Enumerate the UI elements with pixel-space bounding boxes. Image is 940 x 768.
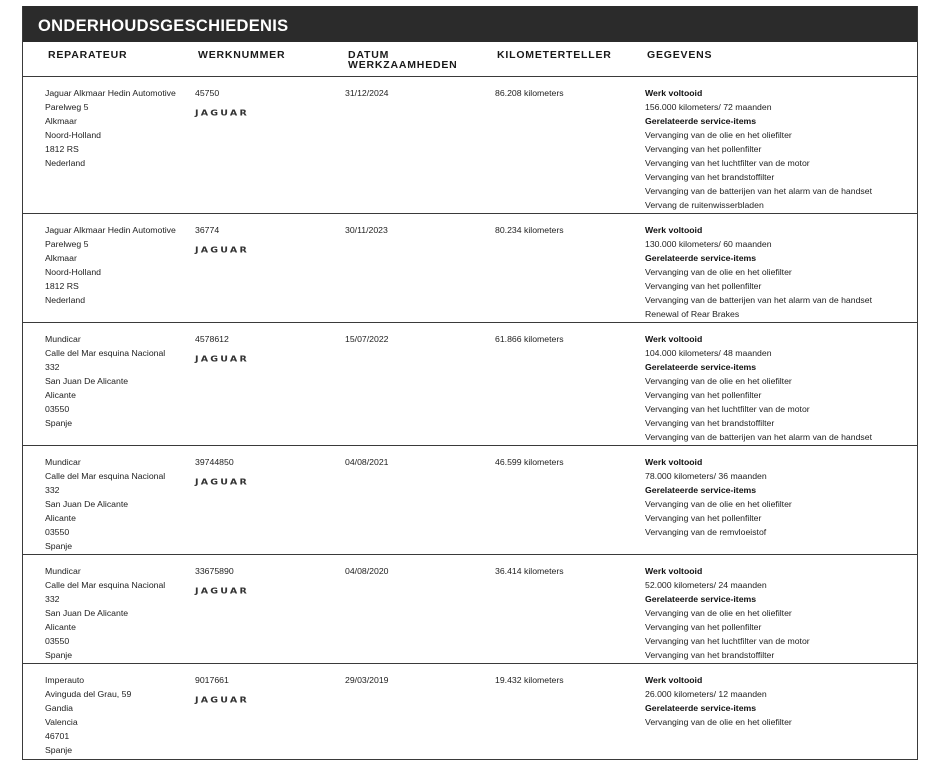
service-item: Vervanging van het brandstoffilter [645,650,775,660]
work-number: 36774 [195,225,220,235]
column-header-reparateur: REPARATEUR [48,49,128,61]
service-item: Vervanging van de olie en het oliefilter [645,608,792,618]
service-date: 29/03/2019 [345,675,389,685]
records-table [23,77,917,760]
service-item: Vervanging van het pollenfilter [645,281,762,291]
odometer-cell [495,564,564,578]
odometer-cell [495,673,564,687]
repairer-address-line: Parelweg 5 [45,102,89,112]
repairer-address-line: Nederland [45,158,86,168]
repairer-cell [45,564,165,662]
details-cell [645,332,872,444]
repairer-address-line: Parelweg 5 [45,239,89,249]
service-item: Vervanging van het brandstoffilter [645,418,775,428]
service-items-header: Gerelateerde service-items [645,116,757,126]
service-items-header: Gerelateerde service-items [645,594,757,604]
work-number-cell [195,86,249,121]
repairer-address-line: Alkmaar [45,116,77,126]
repairer-address-line: 1812 RS [45,281,79,291]
odometer-reading: 46.599 kilometers [495,457,564,467]
table-row [23,664,917,760]
repairer-address-line: San Juan De Alicante [45,376,129,386]
repairer-address-line: Spanje [45,650,73,660]
repairer-address-line: 03550 [45,636,70,646]
details-cell [645,223,872,321]
repairer-address-line: 46701 [45,731,70,741]
work-number: 39744850 [195,457,234,467]
service-items-header: Gerelateerde service-items [645,253,757,263]
page-title: ONDERHOUDSGESCHIEDENIS [23,6,917,42]
odometer-reading: 36.414 kilometers [495,566,564,576]
service-date: 04/08/2020 [345,566,389,576]
jaguar-logo: JAGUAR [195,477,249,488]
work-number: 4578612 [195,334,229,344]
table-row [23,77,917,214]
date-cell [345,673,388,687]
odometer-cell [495,455,564,469]
repairer-address-line: 332 [45,594,60,604]
column-header-datum-line1: DATUM [348,49,390,61]
repairer-address-line: 332 [45,485,60,495]
jaguar-logo: JAGUAR [195,108,249,119]
repairer-address-line: Jaguar Alkmaar Hedin Automotive [45,88,176,98]
column-header-werknummer: WERKNUMMER [198,49,286,61]
repairer-address-line: Spanje [45,541,73,551]
details-cell [645,564,810,662]
repairer-address-line: 1812 RS [45,144,79,154]
service-item: Vervanging van het pollenfilter [645,513,762,523]
service-interval: 78.000 kilometers/ 36 maanden [645,471,767,481]
service-item: Vervanging van het luchtfilter van de motor [645,404,810,414]
service-item: Vervanging van het luchtfilter van de motor [645,158,810,168]
table-row [23,555,917,664]
service-items-header: Gerelateerde service-items [645,362,757,372]
odometer-cell [495,86,564,100]
repairer-address-line: Alicante [45,390,76,400]
service-item: Vervanging van het brandstoffilter [645,172,775,182]
work-number-cell [195,223,249,258]
work-number: 45750 [195,88,220,98]
details-cell [645,86,872,212]
date-cell [345,564,388,578]
repairer-cell [45,223,176,307]
repairer-address-line: Alicante [45,513,76,523]
service-item: Vervanging van de olie en het oliefilter [645,499,792,509]
service-item: Renewal of Rear Brakes [645,309,740,319]
repairer-address-line: Calle del Mar esquina Nacional [45,348,166,358]
repairer-address-line: Mundicar [45,566,81,576]
date-cell [345,332,388,346]
repairer-cell [45,455,165,553]
repairer-address-line: Imperauto [45,675,85,685]
service-item: Vervanging van de olie en het oliefilter [645,130,792,140]
odometer-cell [495,332,564,346]
work-status: Werk voltooid [645,88,703,98]
repairer-cell [45,673,131,757]
service-item: Vervanging van de olie en het oliefilter [645,717,792,727]
column-header-kilometerteller: KILOMETERTELLER [497,49,612,61]
odometer-reading: 61.866 kilometers [495,334,564,344]
repairer-address-line: Calle del Mar esquina Nacional [45,471,166,481]
jaguar-logo: JAGUAR [195,354,249,365]
service-date: 30/11/2023 [345,225,388,235]
work-number-cell [195,673,249,708]
table-row [23,446,917,555]
work-status: Werk voltooid [645,675,703,685]
service-interval: 52.000 kilometers/ 24 maanden [645,580,767,590]
repairer-address-line: 03550 [45,527,70,537]
work-number-cell [195,564,249,599]
repairer-address-line: Alicante [45,622,76,632]
service-interval: 26.000 kilometers/ 12 maanden [645,689,767,699]
service-item: Vervanging van de batterijen van het alarm van de handset [645,295,872,305]
table-row [23,323,917,446]
repairer-address-line: Jaguar Alkmaar Hedin Automotive [45,225,176,235]
date-cell [345,223,388,237]
service-date: 04/08/2021 [345,457,389,467]
repairer-address-line: San Juan De Alicante [45,608,129,618]
repairer-address-line: Noord-Holland [45,267,102,277]
odometer-reading: 86.208 kilometers [495,88,564,98]
work-number: 33675890 [195,566,234,576]
column-header-gegevens: GEGEVENS [647,49,713,61]
column-header-datum [348,50,458,70]
repairer-address-line: Spanje [45,418,73,428]
work-status: Werk voltooid [645,225,703,235]
service-item: Vervanging van het pollenfilter [645,144,762,154]
details-cell [645,673,792,729]
service-item: Vervanging van de olie en het oliefilter [645,376,792,386]
repairer-address-line: Spanje [45,745,73,755]
work-status: Werk voltooid [645,334,703,344]
date-cell [345,86,388,100]
service-interval: 130.000 kilometers/ 60 maanden [645,239,772,249]
repairer-address-line: 03550 [45,404,70,414]
service-items-header: Gerelateerde service-items [645,703,757,713]
work-status: Werk voltooid [645,457,703,467]
service-item: Vervanging van het pollenfilter [645,390,762,400]
repairer-cell [45,86,176,170]
service-item: Vervang de ruitenwisserbladen [645,200,764,210]
service-item: Vervanging van de olie en het oliefilter [645,267,792,277]
service-item: Vervanging van de remvloeistof [645,527,767,537]
service-items-header: Gerelateerde service-items [645,485,757,495]
jaguar-logo: JAGUAR [195,695,249,706]
service-item: Vervanging van het pollenfilter [645,622,762,632]
service-interval: 156.000 kilometers/ 72 maanden [645,102,772,112]
repairer-address-line: Calle del Mar esquina Nacional [45,580,166,590]
service-interval: 104.000 kilometers/ 48 maanden [645,348,772,358]
date-cell [345,455,388,469]
repairer-address-line: 332 [45,362,60,372]
repairer-address-line: Valencia [45,717,78,727]
details-cell [645,455,792,539]
column-header-datum-line2: WERKZAAMHEDEN [348,59,458,71]
service-item: Vervanging van de batterijen van het alarm van de handset [645,432,872,442]
work-number-cell [195,455,249,490]
repairer-address-line: Alkmaar [45,253,77,263]
repairer-address-line: Nederland [45,295,86,305]
odometer-reading: 19.432 kilometers [495,675,564,685]
work-number-cell [195,332,249,367]
repairer-address-line: Mundicar [45,334,81,344]
jaguar-logo: JAGUAR [195,586,249,597]
odometer-reading: 80.234 kilometers [495,225,564,235]
odometer-cell [495,223,564,237]
maintenance-history-panel [22,6,918,760]
repairer-address-line: Mundicar [45,457,81,467]
repairer-cell [45,332,165,430]
repairer-address-line: Noord-Holland [45,130,102,140]
table-row [23,214,917,323]
work-number: 9017661 [195,675,229,685]
service-item: Vervanging van de batterijen van het alarm van de handset [645,186,872,196]
service-item: Vervanging van het luchtfilter van de motor [645,636,810,646]
service-date: 31/12/2024 [345,88,389,98]
column-header-row [23,42,917,77]
repairer-address-line: Avinguda del Grau, 59 [45,689,132,699]
work-status: Werk voltooid [645,566,703,576]
jaguar-logo: JAGUAR [195,245,249,256]
service-date: 15/07/2022 [345,334,389,344]
repairer-address-line: San Juan De Alicante [45,499,129,509]
repairer-address-line: Gandia [45,703,74,713]
